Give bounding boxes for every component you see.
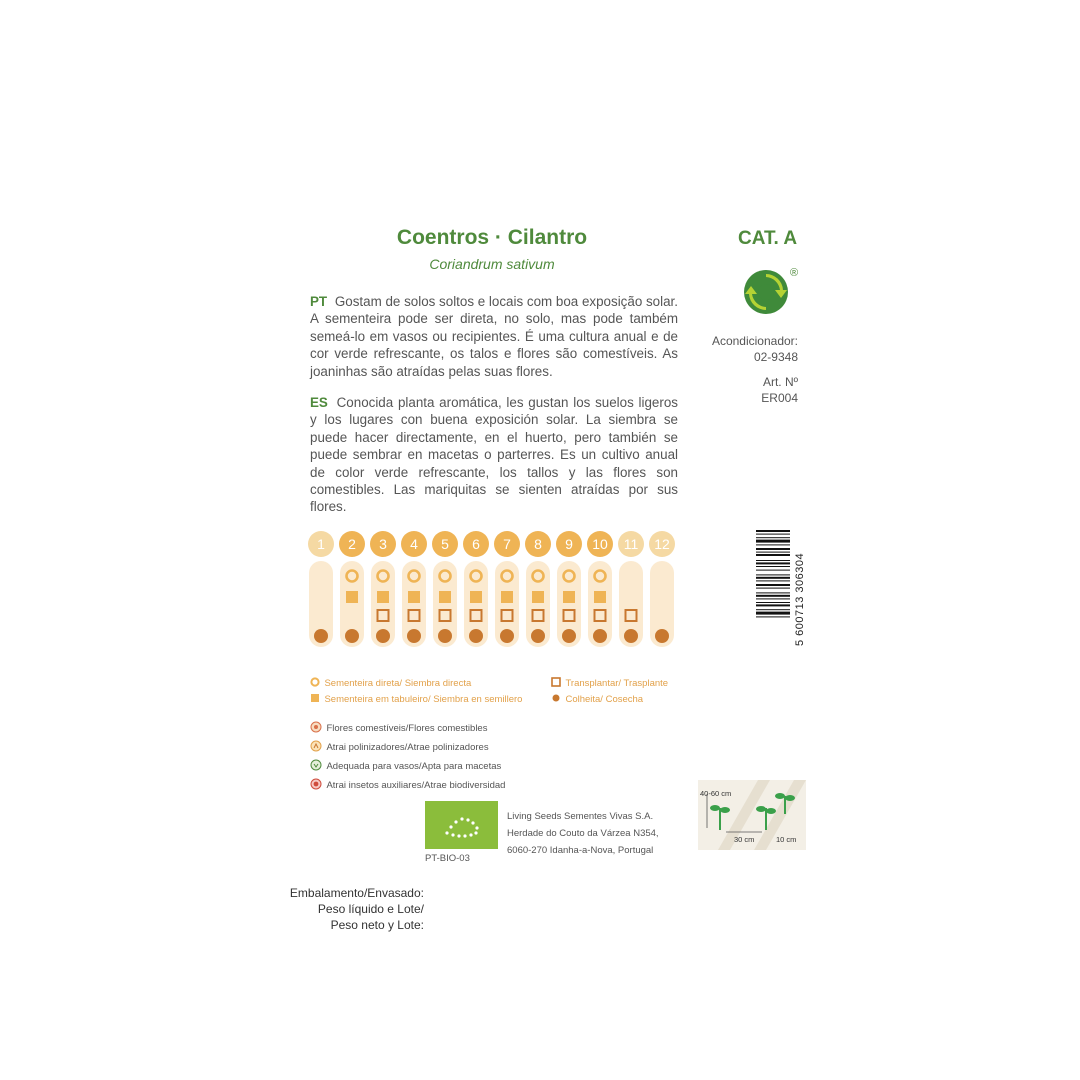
feature-label: Atrai insetos auxiliares/Atrae biodiversidad [326,780,506,791]
spacing-row: 30 cm [734,835,755,844]
tray-sowing-mark [501,591,513,603]
packaging-line3: Peso neto y Lote: [330,918,424,932]
calendar-graphic [306,531,678,651]
green-dot-logo-icon [743,269,789,315]
barcode-bar [756,595,790,597]
company-name: Living Seeds Sementes Vivas S.A. [507,811,654,822]
article-info [761,374,798,406]
barcode-bar [756,544,790,545]
feature-pollinators [310,737,489,755]
feature-edible-flowers [310,718,487,736]
description-pt-text: Gostam de solos soltos e locais com boa exposição solar. A sementeira pode ser direta, no solo, mas pode também semeá-lo em vasos ou recipientes. É uma cultura anual e de cor verde refrescante, os talos e flores são comestíveis. As joaninhas são atraídas pelas suas flores. [310,294,678,379]
sowing-calendar [306,531,678,656]
article-code: ER004 [761,391,798,405]
barcode-bar [756,609,790,610]
edible-flower-icon [310,721,322,733]
feature-label: Adequada para vasos/Apta para macetas [326,761,502,772]
barcode-bar [756,602,790,603]
tray-sowing-mark [439,591,451,603]
month-label: 7 [503,536,511,552]
barcode-bar [756,580,790,581]
harvest-mark [624,629,638,643]
eu-organic-logo-icon [425,801,498,849]
registered-mark: ® [790,267,799,279]
product-title: Coentros · Cilantro [396,226,588,249]
spacing-plant: 10 cm [776,835,797,844]
barcode-bar [756,598,790,599]
packaging-line2: Peso líquido e Lote/ [317,902,424,916]
company-info [507,808,659,859]
barcode-bar [756,537,790,538]
insect-icon [310,778,322,790]
latin-name: Coriandrum sativum [429,256,555,272]
legend-harvest-label: Colheita/ Cosecha [565,694,644,705]
packer-label: Acondicionador: [711,334,798,348]
month-label: 5 [441,536,449,552]
transplant-icon [551,677,561,687]
harvest-mark [376,629,390,643]
organic-code: PT-BIO-03 [425,853,470,864]
spacing-height: 40-60 cm [700,789,732,798]
packer-code: 02-9348 [753,350,798,364]
tray-sowing-mark [532,591,544,603]
tray-sowing-mark [563,591,575,603]
barcode-bar [756,554,790,556]
feature-label: Flores comestíveis/Flores comestibles [326,723,488,734]
tray-sowing-mark [594,591,606,603]
feature-label: Atrai polinizadores/Atrae polinizadores [326,742,489,753]
legend-tray-label: Sementeira em tabuleiro/ Siembra en semillero [324,694,523,705]
legend-tray [310,689,522,707]
barcode-bar [756,592,790,593]
barcode [756,530,806,646]
harvest-mark [531,629,545,643]
pot-icon [310,759,322,771]
month-label: 10 [592,536,608,552]
language-code-es: ES [310,395,328,410]
barcode-bar [756,560,790,561]
tray-sowing-mark [470,591,482,603]
description-es-text: Conocida planta aromática, les gustan los suelos ligeros y los lugares con buena exposición solar. La siembra se puede hacer directamente, en el huerto, pero también se puede sembrar en macetas o parterres. Es un cultivo anual de color verde refrescante, los tallos y las flores son comestibles. Las mariquitas se sienten atraídas por sus flores. [310,395,678,515]
language-code-pt: PT [310,294,328,309]
barcode-bar [756,612,790,615]
month-label: 12 [654,536,670,552]
article-label: Art. Nº [762,375,798,389]
barcode-bar [756,530,790,532]
harvest-icon [551,693,561,703]
description-pt [310,293,678,380]
barcode-bar [756,570,790,571]
legend-harvest [551,689,643,707]
harvest-mark [469,629,483,643]
barcode-bar [756,588,790,589]
barcode-bar [756,577,790,579]
packaging-line1: Embalamento/Envasado: [289,886,424,900]
harvest-mark [562,629,576,643]
packer-info [712,333,798,365]
pollinator-icon [310,740,322,752]
direct-sowing-icon [310,677,320,687]
harvest-mark [500,629,514,643]
month-label: 6 [472,536,480,552]
tray-sowing-icon [310,693,320,703]
month-label: 8 [534,536,542,552]
barcode-bar [756,616,790,617]
harvest-mark [438,629,452,643]
tray-sowing-mark [408,591,420,603]
feature-pots [310,756,501,774]
barcode-bar [756,574,790,575]
harvest-mark [407,629,421,643]
barcode-bar [756,540,790,543]
harvest-mark [593,629,607,643]
barcode-bar [756,566,790,567]
barcode-bar [756,584,790,586]
harvest-mark [655,629,669,643]
barcode-bar [756,534,790,535]
description-es [310,394,678,516]
month-label: 4 [410,536,418,552]
company-address-line1: Herdade do Couto da Várzea N354, [507,828,659,839]
feature-insects [310,775,505,793]
barcode-bar [756,604,790,606]
spacing-diagram [698,780,806,850]
month-label: 2 [348,536,356,552]
month-label: 1 [317,536,325,552]
company-address-line2: 6060-270 Idanha-a-Nova, Portugal [507,845,654,856]
harvest-mark [345,629,359,643]
tray-sowing-mark [346,591,358,603]
legend-direct-label: Sementeira direta/ Siembra directa [324,678,472,689]
barcode-bars [756,530,790,646]
month-label: 3 [379,536,387,552]
category-label: CAT. A [738,228,798,249]
tray-sowing-mark [377,591,389,603]
barcode-bar [756,552,790,553]
month-label: 9 [565,536,573,552]
month-label: 11 [623,536,639,552]
barcode-number: 5 600713 306304 [794,552,806,646]
harvest-mark [314,629,328,643]
packaging-info [286,885,424,933]
barcode-bar [756,562,790,564]
barcode-bar [756,548,790,550]
legend-transplant-label: Transplantar/ Trasplante [565,678,669,689]
